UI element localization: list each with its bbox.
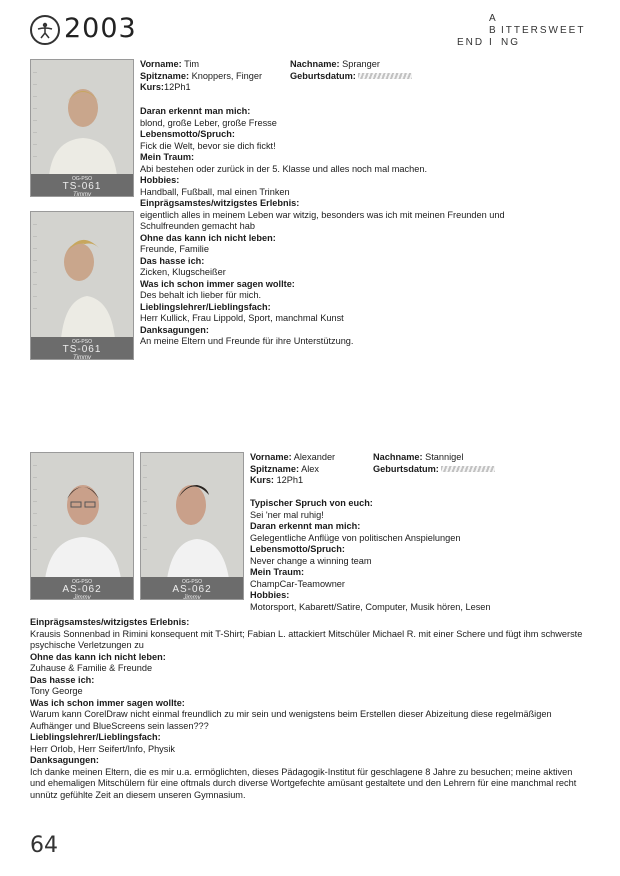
vorname-label: Vorname: bbox=[250, 452, 292, 462]
person2-photo-side bbox=[140, 452, 244, 600]
field-value: Motorsport, Kabarett/Satire, Computer, Musik hören, Lesen bbox=[250, 601, 491, 612]
field-label: Daran erkennt man mich: bbox=[140, 106, 251, 116]
redacted-birthdate bbox=[441, 466, 495, 472]
field-value: Warum kann CorelDraw nicht einmal freundlich zu mir sein und wenigstens beim Erstellen dieser Abizeitung diese regelmäßigen Aufhänger und BlueScreens sein lassen??? bbox=[30, 709, 552, 731]
field-value: Zuhause & Familie & Freunde bbox=[30, 663, 153, 673]
brand-i: I bbox=[489, 37, 494, 48]
caption-small: OG-PSO bbox=[71, 176, 92, 182]
height-ruler: — — — — — — — — bbox=[33, 462, 37, 551]
portrait-illustration bbox=[31, 212, 134, 339]
brand-a: A bbox=[489, 13, 498, 24]
photo-caption bbox=[141, 577, 243, 599]
field-label: Lieblingslehrer/Lieblingsfach: bbox=[140, 301, 271, 312]
field-label: Einprägsamstes/witzigstes Erlebnis: bbox=[30, 617, 190, 627]
field-label: Was ich schon immer sagen wollte: bbox=[140, 278, 295, 289]
vorname-label: Vorname: bbox=[140, 59, 182, 69]
caption-code: AS-062 bbox=[172, 584, 212, 595]
redacted-birthdate bbox=[358, 73, 412, 79]
field-label: Lebensmotto/Spruch: bbox=[140, 129, 235, 139]
nachname-label: Nachname: bbox=[290, 59, 340, 69]
field-value: Tony George bbox=[30, 686, 83, 696]
height-ruler: — — — — — — — — bbox=[33, 69, 37, 158]
person1-profile bbox=[140, 59, 580, 348]
field-label: Das hasse ich: bbox=[30, 674, 95, 685]
nachname-value: Stannigel bbox=[425, 452, 464, 462]
person1-photo-side bbox=[30, 211, 134, 360]
brand-bittersweet: ITTERSWEET bbox=[501, 25, 586, 36]
person2-field-list bbox=[30, 617, 590, 801]
field-label: Danksagungen: bbox=[30, 755, 99, 765]
brand-logo bbox=[457, 13, 607, 49]
field-value: An meine Eltern und Freunde für ihre Unterstützung. bbox=[140, 336, 354, 346]
person1-photo-front bbox=[30, 59, 134, 197]
field-value: blond, große Leber, große Fresse bbox=[140, 117, 277, 128]
person2-profile bbox=[250, 452, 590, 613]
field-value: Freunde, Familie bbox=[140, 244, 209, 254]
field-value: Abi bestehen oder zurück in der 5. Klasse und alles noch mal machen. bbox=[140, 163, 428, 174]
photo-caption bbox=[31, 174, 133, 196]
person2-side-field-list bbox=[250, 498, 590, 613]
field-value: Never change a winning team bbox=[250, 555, 372, 566]
portrait-illustration bbox=[31, 60, 134, 176]
caption-name: Timmy bbox=[73, 355, 91, 360]
field-value: eigentlich alles in meinem Leben war witzig, besonders was ich mit meinen Freunden und Schulfreunden gemacht hab bbox=[140, 209, 505, 231]
caption-code: TS-061 bbox=[62, 181, 102, 192]
photo-caption bbox=[31, 577, 133, 599]
field-label: Hobbies: bbox=[250, 590, 290, 600]
caption-code: TS-061 bbox=[62, 344, 102, 355]
year-title: 2003 bbox=[64, 13, 137, 44]
field-label: Mein Traum: bbox=[250, 567, 305, 577]
spitzname-value: Alex bbox=[301, 463, 319, 474]
kurs-value: 12Ph1 bbox=[276, 475, 304, 485]
field-label: Lebensmotto/Spruch: bbox=[250, 544, 345, 554]
figure-icon bbox=[35, 20, 55, 40]
field-label: Das hasse ich: bbox=[140, 255, 205, 266]
brand-b: B bbox=[489, 25, 498, 36]
kurs-label: Kurs: bbox=[140, 82, 164, 92]
height-ruler: — — — — — — — — bbox=[33, 221, 37, 310]
caption-name: Timmy bbox=[73, 192, 91, 197]
portrait-illustration bbox=[31, 453, 134, 579]
caption-small: OG-PSO bbox=[71, 339, 92, 345]
vorname-value: Alexander bbox=[293, 452, 336, 462]
kurs-value: 12Ph1 bbox=[164, 82, 191, 92]
geburtsdatum-label: Geburtsdatum: bbox=[373, 463, 439, 474]
brand-end: END bbox=[457, 37, 485, 48]
caption-code: AS-062 bbox=[62, 584, 102, 595]
nachname-value: Spranger bbox=[342, 59, 380, 69]
field-value: Krausis Sonnenbad in Rimini konsequent mit T-Shirt; Fabian L. attackiert Mitschüler Michael R. mit einer Schere und fügt ihm schwerste psychische Verletzungen zu bbox=[30, 628, 583, 650]
field-label: Mein Traum: bbox=[140, 152, 195, 162]
field-value: Des behalt ich lieber für mich. bbox=[140, 290, 262, 300]
field-value: Fick die Welt, bevor sie dich fickt! bbox=[140, 140, 276, 151]
field-value: Ich danke meinen Eltern, die es mir u.a. ermöglichten, dieses Pädagogik-Institut für geschlagene 8 Jahre zu besuchen; meine aktiven und ehemaligen Mitschülern für eine oftmals durch diverse Wortgefechte amüsant gestaltete und den Lehrern für eine manchmal recht unnütz gefühlte Zeit an diesem unseren Gymnasium. bbox=[30, 766, 577, 800]
nachname-label: Nachname: bbox=[373, 452, 423, 462]
spitzname-value: Knoppers, Finger bbox=[191, 70, 263, 81]
field-value: Herr Orlob, Herr Seifert/Info, Physik bbox=[30, 743, 175, 754]
geburtsdatum-label: Geburtsdatum: bbox=[290, 70, 356, 81]
caption-small: OG-PSO bbox=[181, 579, 202, 585]
field-value: Zicken, Klugscheißer bbox=[140, 267, 226, 277]
field-label: Einprägsamstes/witzigstes Erlebnis: bbox=[140, 198, 300, 208]
field-label: Typischer Spruch von euch: bbox=[250, 498, 373, 508]
field-label: Daran erkennt man mich: bbox=[250, 521, 361, 531]
field-label: Lieblingslehrer/Lieblingsfach: bbox=[30, 732, 161, 742]
caption-name: Jimmy bbox=[73, 595, 91, 600]
field-label: Danksagungen: bbox=[140, 324, 209, 335]
brand-ng: NG bbox=[501, 37, 520, 48]
caption-small: OG-PSO bbox=[71, 579, 92, 585]
height-ruler: — — — — — — — — bbox=[143, 462, 147, 551]
caption-name: Jimmy bbox=[183, 595, 201, 600]
person1-field-list bbox=[140, 106, 580, 348]
field-value: Herr Kullick, Frau Lippold, Sport, manchmal Kunst bbox=[140, 313, 344, 323]
portrait-illustration bbox=[141, 453, 244, 579]
spitzname-label: Spitzname: bbox=[140, 70, 190, 81]
field-value: Sei 'ner mal ruhig! bbox=[250, 509, 324, 520]
photo-caption bbox=[31, 337, 133, 359]
field-label: Ohne das kann ich nicht leben: bbox=[30, 651, 166, 662]
field-value: Gelegentliche Anflüge von politischen Anspielungen bbox=[250, 532, 461, 543]
field-value: ChampCar-Teamowner bbox=[250, 578, 345, 589]
spitzname-label: Spitzname: bbox=[250, 463, 300, 474]
field-label: Ohne das kann ich nicht leben: bbox=[140, 232, 276, 243]
logo-icon bbox=[30, 15, 60, 45]
page-number: 64 bbox=[30, 833, 58, 858]
field-label: Hobbies: bbox=[140, 175, 180, 185]
person2-photo-front bbox=[30, 452, 134, 600]
field-value: Handball, Fußball, mal einen Trinken bbox=[140, 186, 290, 197]
vorname-value: Tim bbox=[184, 59, 200, 69]
kurs-label: Kurs: bbox=[250, 475, 274, 485]
field-label: Was ich schon immer sagen wollte: bbox=[30, 697, 185, 708]
